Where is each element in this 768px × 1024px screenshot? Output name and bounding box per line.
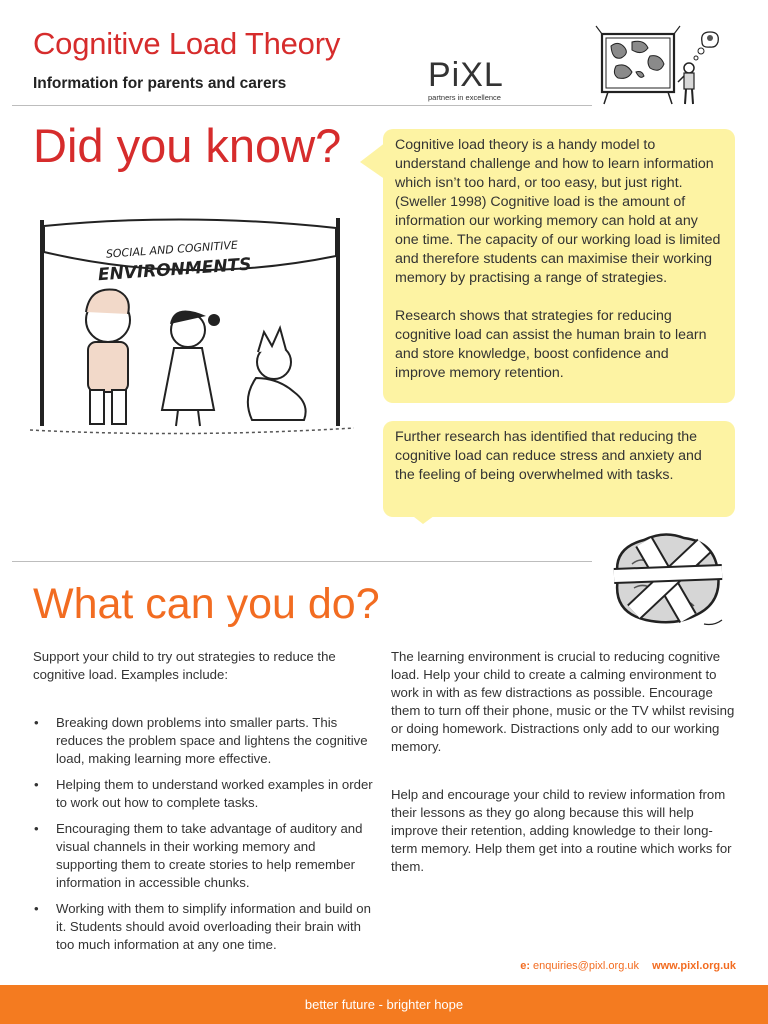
list-item <box>33 820 378 892</box>
pixl-logo-word: PiXL <box>428 56 504 94</box>
list-item <box>33 714 378 768</box>
did-you-know-heading: Did you know? <box>33 119 342 172</box>
footer-bar <box>0 985 768 1024</box>
info-bubble-1 <box>383 129 735 403</box>
list-item-text: Encouraging them to take advantage of auditory and visual channels in their working memory and supporting them to create stories to help remember information in accessible chunks. <box>56 821 363 890</box>
bandaged-brain-illustration <box>604 524 728 634</box>
intro-text: Support your child to try out strategies to reduce the cognitive load. Examples include: <box>33 649 336 682</box>
bubble-1-pointer <box>360 142 386 182</box>
list-item-text: Breaking down problems into smaller parts. This reduces the problem space and lightens the cognitive load, making learning more effective. <box>56 715 368 766</box>
pixl-logo <box>428 58 504 102</box>
contact-line <box>520 960 736 972</box>
banner-line-2: ENVIRONMENTS <box>97 254 253 286</box>
header-divider <box>12 105 592 106</box>
right-paragraph-1: The learning environment is crucial to reducing cognitive load. Help your child to create a calming environment to work in with as few distractions as possible. Encourage them to turn off their phone, music or the TV whilst revising or doing homework. Distractions only add to our working memory. <box>391 649 735 754</box>
tips-list <box>33 714 378 954</box>
right-paragraph-2: Help and encourage your child to review information from their lessons as they go along because this will help improve their retention, adding knowledge to their long-term memory. Help them get into a routine which works for them. <box>391 787 732 874</box>
banner-line-1: SOCIAL AND COGNITIVE <box>105 238 239 261</box>
left-column <box>33 648 378 962</box>
bubble-1-paragraph-2: Research shows that strategies for reducing cognitive load can assist the human brain to learn and store knowledge, boost confidence and improve memory retention. <box>395 308 707 381</box>
right-column <box>391 648 736 876</box>
bullet-icon: • <box>34 901 39 916</box>
page-subtitle: Information for parents and carers <box>33 75 287 92</box>
bullet-icon: • <box>34 777 39 792</box>
section-divider <box>12 561 592 562</box>
list-item-text: Working with them to simplify information and build on it. Students should avoid overloading their brain with too much information at any one time. <box>56 901 371 952</box>
footer-tagline: better future - brighter hope <box>304 997 464 1012</box>
bubble-1-paragraph-1: Cognitive load theory is a handy model to understand challenge and how to learn information which isn’t too hard, or too easy, but just right. (Sweller 1998) Cognitive load is the amount of information our working memory can hold at any one time. The capacity of our working load is limited and therefore students can maximise their working memory by practising a range of strategies. <box>395 137 721 286</box>
list-item-text: Helping them to understand worked examples in order to work out how to complete tasks. <box>56 777 373 810</box>
website-link[interactable]: www.pixl.org.uk <box>652 960 736 972</box>
bullet-icon: • <box>34 715 39 730</box>
bubble-2-text: Further research has identified that reducing the cognitive load can reduce stress and anxiety and the feeling of being overwhelmed with tasks. <box>395 429 702 483</box>
email-label: e: <box>520 960 530 972</box>
list-item <box>33 776 378 812</box>
children-cartoon-illustration <box>28 212 358 452</box>
list-item <box>33 900 378 954</box>
bubble-2-pointer <box>395 502 455 526</box>
email-link[interactable]: enquiries@pixl.org.uk <box>533 960 639 972</box>
thinking-figure-illustration <box>592 20 724 106</box>
pixl-logo-tagline: partners in excellence <box>428 93 501 102</box>
page-title: Cognitive Load Theory <box>33 26 341 61</box>
bullet-icon: • <box>34 821 39 836</box>
what-can-you-do-heading: What can you do? <box>33 580 380 628</box>
